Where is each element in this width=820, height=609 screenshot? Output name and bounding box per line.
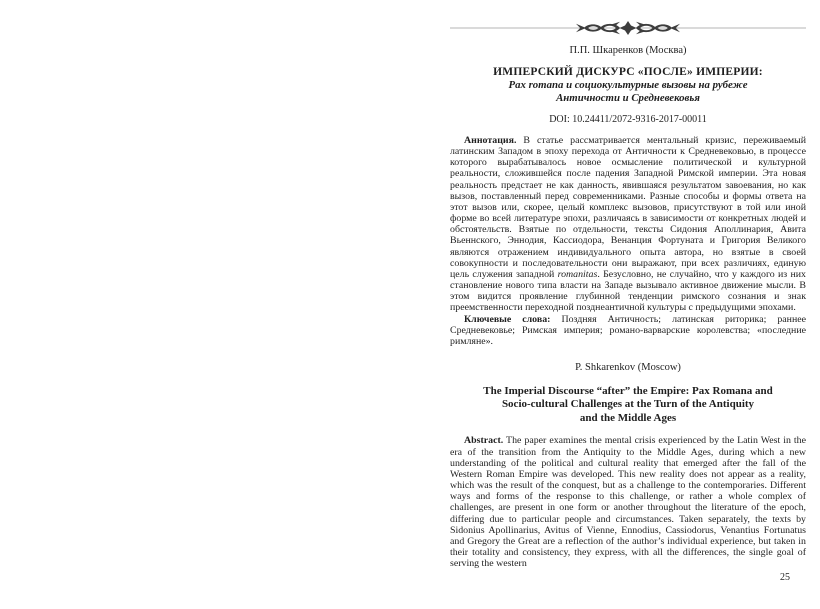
page-number: 25 <box>780 572 790 583</box>
keywords-ru-paragraph: Ключевые слова: Поздняя Античность; латинская риторика; раннее Средневековье; Римская империя; романо-варварские королевства; «последние римляне». <box>450 313 806 347</box>
article-title-en-line1: The Imperial Discourse “after” the Empire: Pax Romana and <box>483 384 773 397</box>
abstract-ru-paragraph: Аннотация. В статье рассматривается ментальный кризис, переживаемый латинским Западом в эпоху перехода от Античности к Средневековью, в процессе которого вырабатывалось новое осмысление политической и культурной реальности, сложившейся после падения Западной Римской империи. Эта новая реальность предстает не как данность, явившаяся результатом завоевания, но как вызов, поставленный перед современниками. Разные способы и формы ответа на этот вызов или, скорее, целый комплекс вызовов, присутствуют в той или иной форме во всей литературе эпохи, различаясь в зависимости от конкретных людей и обстоятельств. Взятые по отдельности, тексты Сидония Аполлинария, Авита Вьеннского, Эннодия, Кассиодора, Венанция Фортуната и Григория Великого являются отражением индивидуального опыта автора, но взятые в своей совокупности и последовательности они выражают, при всех различиях, единую цель служения западной romanitas. Безусловно, не случайно, что у каждого из них становление нового типа власти на Западе вызывало активное движение мысли. В этом видится проявление глубинной тенденции римского сознания и знак преемственности переходной позднеантичной культуры с предыдущими эпохами. <box>450 135 806 314</box>
article-subtitle-ru-line2: Античности и Средневековья <box>556 91 700 104</box>
article-title-en-line2: Socio-cultural Challenges at the Turn of the Antiquity <box>501 398 755 411</box>
article-page <box>450 0 806 609</box>
article-subtitle-ru-line1: Pax romana и социокультурные вызовы на рубеже <box>508 79 748 91</box>
article-title-ru: ИМПЕРСКИЙ ДИСКУРС «ПОСЛЕ» ИМПЕРИИ: <box>493 66 763 78</box>
ornament-divider-icon <box>450 20 806 36</box>
article-title-en <box>450 385 806 426</box>
article-title-en-line3: and the Middle Ages <box>579 411 677 424</box>
abstract-en-paragraph: Abstract. The paper examines the mental crisis experienced by the Latin West in the era of the transition from the Antiquity to the Middle Ages, during which a new understanding of the political and cultural reality that emerged after the fall of the Western Roman Empire was developed. This new reality does not appear as a reality, which was the result of the conquest, but as a challenge to the contemporaries. Different ways and forms of the response to this challenge, or rather a whole complex of challenges, are present in one form or another throughout the literature of the epoch, differing due to particular people and circumstances. Taken separately, the texts by Sidonius Apollinarius, Avitus of Vienne, Ennodius, Cassiodorus, Venantius Fortunatus and Gregory the Great are a reflection of the author’s individual experience, but taken in their totality and consistency, they express, with all the differences, the single goal of serving the western <box>450 435 806 570</box>
author-name-ru: П.П. Шкаренков (Москва) <box>569 45 687 56</box>
author-name-en: P. Shkarenkov (Moscow) <box>575 361 681 373</box>
doi-line: DOI: 10.24411/2072-9316-2017-00011 <box>549 114 707 125</box>
